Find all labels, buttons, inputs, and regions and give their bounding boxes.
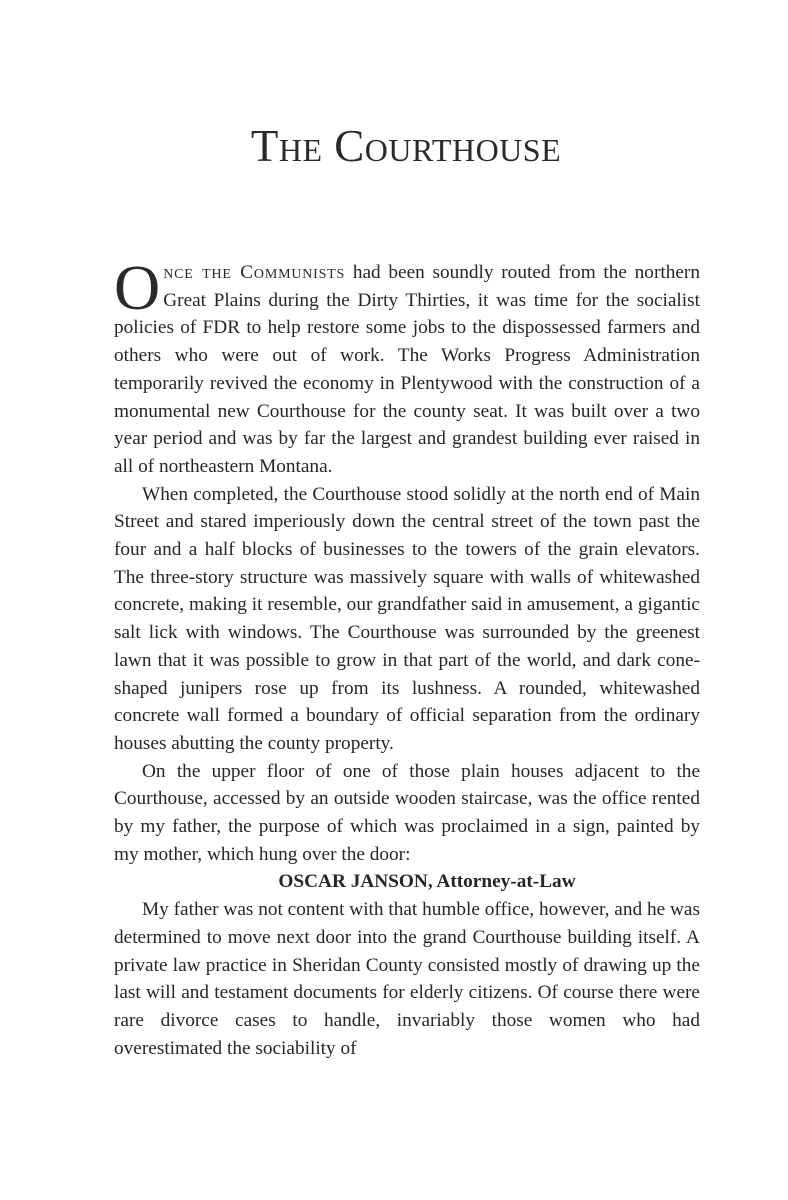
opening-smallcaps: nce the Communists xyxy=(163,262,346,283)
chapter-body xyxy=(114,252,700,1062)
paragraph-4: My father was not content with that humble office, however, and he was determined to move next door into the grand Courthouse building itself. A private law practice in Sheridan County consisted mostly of drawing up the last will and testament documents for elderly citizens. Of course there were rare divorce cases to handle, invariably those women who had overestimated the sociability of xyxy=(114,899,700,1059)
paragraph-1 xyxy=(114,252,700,481)
office-sign-text: OSCAR JANSON, Attorney-at-Law xyxy=(278,871,576,893)
paragraph-3: On the upper floor of one of those plain houses adjacent to the Courthouse, accessed by an outside wooden staircase, was the office rented by my father, the purpose of which was proclaimed in a sign, painted by my mother, which hung over the door: xyxy=(114,760,700,865)
drop-cap: O xyxy=(114,252,161,323)
paragraph-1-text: had been soundly routed from the northern Great Plains during the Dirty Thirties, it was time for the socialist policies of FDR to help restore some jobs to the dispossessed farmers and others who were out of work. The Works Progress Administration temporarily revived the economy in Plentywood with the construction of a monumental new Courthouse for the county seat. It was built over a two year period and was by far the largest and grandest building ever raised in all of northeastern Montana. xyxy=(114,262,700,477)
chapter-title: The Courthouse xyxy=(250,121,562,171)
paragraph-2: When completed, the Courthouse stood solidly at the north end of Main Street and stared imperiously down the central street of the town past the four and a half blocks of businesses to the towers of the grain elevators. The three-story structure was massively square with walls of whitewashed concrete, making it resemble, our grandfather said in amusement, a gigantic salt lick with windows. The Courthouse was surrounded by the greenest lawn that it was possible to grow in that part of the world, and dark cone-shaped junipers rose up from its lushness. A rounded, whitewashed concrete wall formed a boundary of official separation from the ordinary houses abutting the county property. xyxy=(114,483,700,754)
